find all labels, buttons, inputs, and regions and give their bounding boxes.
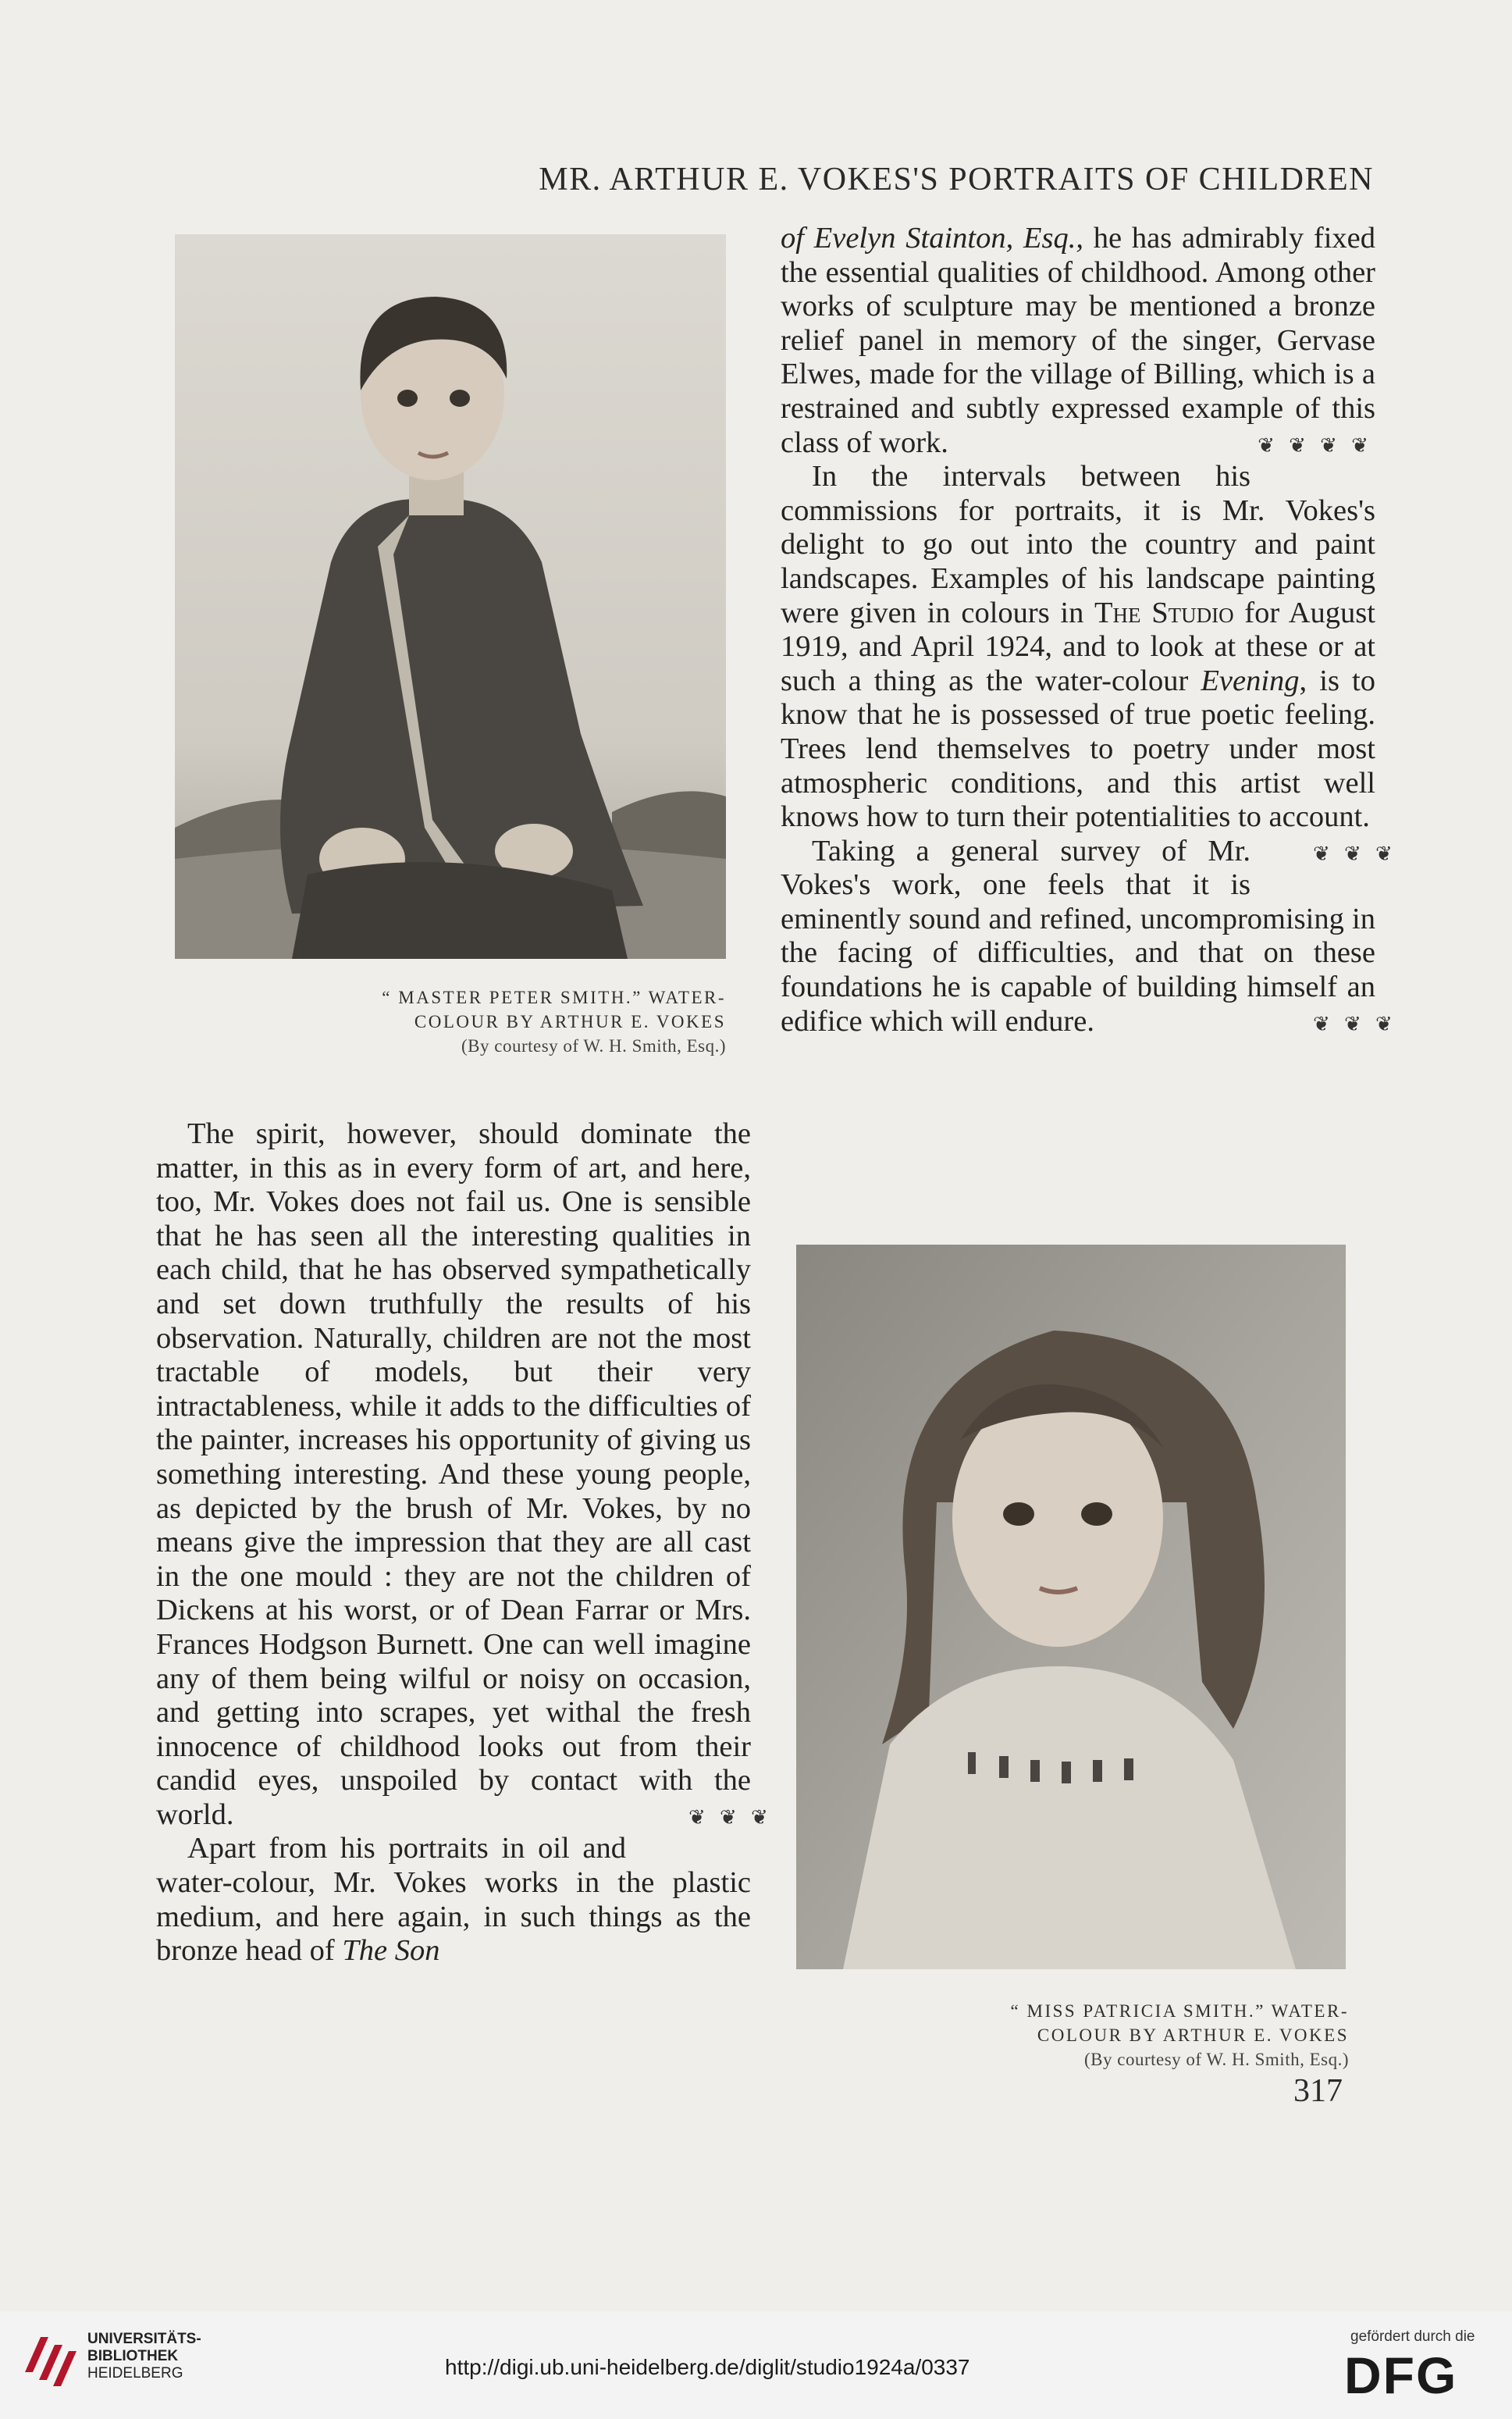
caption-title-line-1: “ MISS PATRICIA SMITH.” WATER-: [1010, 2001, 1349, 2021]
footer-bar: [0, 2311, 1512, 2419]
ornament-icon: ❦: [720, 1805, 737, 1829]
ornament-icon: ❦: [1344, 842, 1361, 865]
ornament-icon: ❦: [1344, 1012, 1361, 1035]
paragraph: [781, 222, 1375, 460]
ornament-icon: ❦: [1289, 433, 1306, 457]
paragraph: [781, 460, 1393, 865]
ornament-icon: ❦: [1258, 433, 1275, 457]
library-name-line: HEIDELBERG: [87, 2365, 183, 2382]
italic-text: of Evelyn Stainton, Esq.,: [781, 222, 1083, 255]
university-library-logo-icon: [17, 2325, 78, 2388]
ornament-row: [1251, 1005, 1393, 1042]
text-span: he has admirably fixed the essential qualities of childhood. Among other works of sculpture may be mentioned a bronze relief panel in memory of the singer, Gervase Elwes, made for the village of Billing, which is a restrained and subtly expressed example of this class of work.: [781, 222, 1375, 459]
caption-portrait-1: [320, 985, 726, 1058]
caption-title-line-2: COLOUR BY ARTHUR E. VOKES: [414, 1012, 726, 1031]
library-name-line: BIBLIOTHEK: [87, 2348, 179, 2364]
italic-text: Evening: [1201, 664, 1300, 697]
dfg-logo: DFG: [1344, 2346, 1458, 2404]
caption-title-line-2: COLOUR BY ARTHUR E. VOKES: [1037, 2025, 1349, 2045]
text-span: The spirit, however, should dominate the matter, in this as in every form of art, and here, too, Mr. Vokes does not fail us. One is sensible that he has seen all the interesting qualities in each child, that he has observed sympathetically and set down truthfully the results of his observation. Naturally, children are not the most tractable of models, but their very intractableness, while it adds to the difficulties of the painter, increases his opportunity of giving us something interesting. And these young people, as depicted by the brush of Mr. Vokes, by no means give the impression that they are all cast in the one mould : they are not the children of Dickens at his worst, or of Dean Farrar or Mrs. Frances Hodgson Burnett. One can well imagine any of them being wilful or noisy on occasion, and getting into scrapes, yet withal the fresh innocence of childhood looks out from their candid eyes, unspoiled by contact with the world.: [156, 1117, 751, 1831]
italic-text: The Son: [342, 1934, 440, 1968]
ornament-row: [626, 1798, 768, 1835]
ornament-icon: ❦: [1375, 1012, 1393, 1035]
right-column-text: [781, 222, 1393, 1041]
portrait-girl-illustration: [796, 1245, 1346, 1969]
text-span: Taking a general survey of Mr. Vokes's work, one feels that it is eminently sound and refined, uncompromising in the facing of difficulties, and that on these foundations he is capable of building himself an edifice which will endure.: [781, 834, 1375, 1038]
text-span: for August 1919, and April 1924, and to look at these or at such a thing as the water-colour: [781, 596, 1375, 697]
caption-credit: (By courtesy of W. H. Smith, Esq.): [1084, 2050, 1349, 2069]
paragraph: [156, 1117, 768, 1832]
ornament-icon: ❦: [1351, 433, 1368, 457]
portrait-boy-illustration: [175, 234, 726, 959]
running-header: MR. ARTHUR E. VOKES'S PORTRAITS OF CHILDREN: [539, 162, 1374, 198]
library-name: [87, 2331, 201, 2382]
ornament-row: [1251, 426, 1375, 463]
page-number: 317: [1293, 2073, 1343, 2109]
ornament-icon: ❦: [1313, 1012, 1330, 1035]
funded-by-label: gefördert durch die: [1350, 2328, 1475, 2345]
portrait-master-peter-smith: [175, 234, 726, 959]
caption-credit: (By courtesy of W. H. Smith, Esq.): [461, 1036, 726, 1056]
caption-title-line-1: “ MASTER PETER SMITH.” WATER-: [382, 988, 726, 1007]
library-name-line: UNIVERSITÄTS-: [87, 2331, 201, 2347]
text-span: Apart from his portraits in oil and water-colour, Mr. Vokes works in the plastic medium, and here again, in such things as the bronze head of: [156, 1832, 751, 1968]
ornament-icon: ❦: [688, 1805, 706, 1829]
ornament-icon: ❦: [1313, 842, 1330, 865]
text-span: In the intervals between his commissions for portraits, it is Mr. Vokes's delight to go out into the country and paint landscapes. Examples of his landscape painting were given in colours in: [781, 460, 1375, 629]
portrait-miss-patricia-smith: [796, 1245, 1346, 1969]
ornament-icon: ❦: [1375, 842, 1393, 865]
ornament-icon: ❦: [1320, 433, 1337, 457]
caption-portrait-2: [943, 1999, 1349, 2072]
ornament-row: [1251, 835, 1393, 871]
ornament-icon: ❦: [751, 1805, 768, 1829]
magazine-title: The Studio: [1094, 596, 1234, 629]
left-column-text: [156, 1117, 768, 1968]
source-url-link[interactable]: http://digi.ub.uni-heidelberg.de/diglit/studio1924a/0337: [445, 2355, 970, 2379]
paragraph: [156, 1832, 751, 1968]
text-span: , is to know that he is possessed of true poetic feeling. Trees lend themselves to poetry under most atmospheric conditions, and this artist well knows how to turn their potentialities to account.: [781, 664, 1375, 834]
